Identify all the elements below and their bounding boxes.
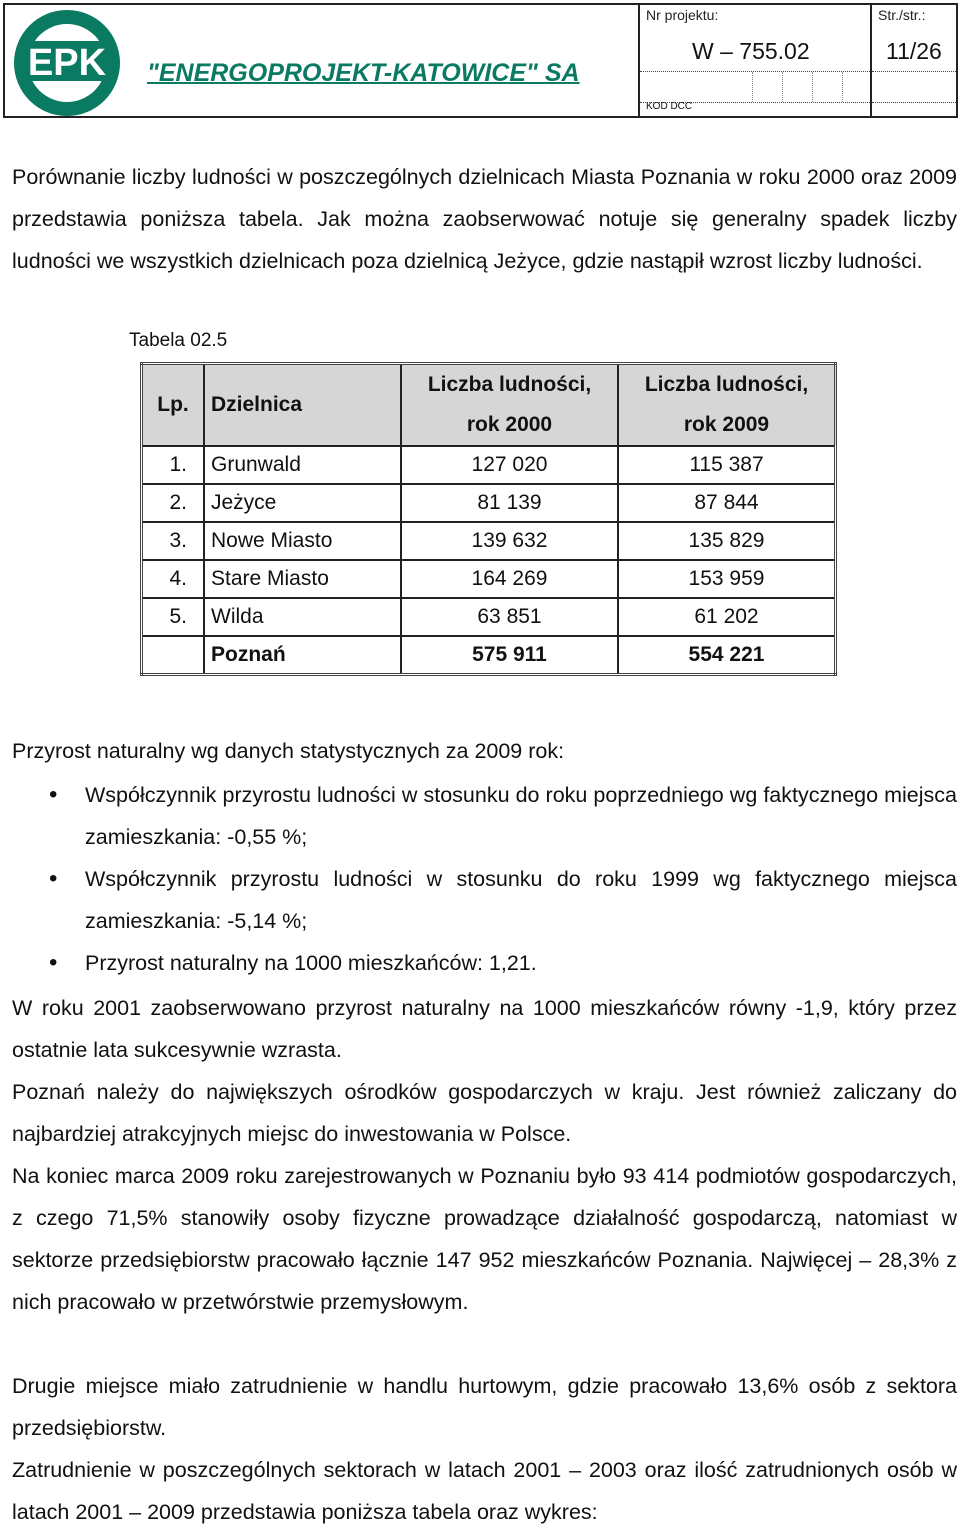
page-code-box [872, 71, 956, 103]
table-caption: Tabela 02.5 [129, 330, 228, 351]
paragraph-employment: Zatrudnienie w poszczególnych sektorach w latach 2001 – 2003 oraz ilość zatrudnionych osób w latach 2001 – 2009 przedstawia poniższa tabela oraz wykres: [12, 1458, 957, 1524]
dcc-box [752, 72, 753, 102]
paragraph-birth-rate: W roku 2001 zaobserwowano przyrost naturalny na 1000 mieszkańców równy -1,9, który przez ostatnie lata sukcesywnie wzrasta. [12, 996, 957, 1062]
list-item: • Współczynnik przyrostu ludności w stosunku do roku 1999 wg faktycznego miejsca zamieszkania: -5,14 %; [12, 858, 957, 942]
growth-heading: Przyrost naturalny wg danych statystycznych za 2009 rok: [12, 739, 565, 763]
cell-lp: 5. [142, 598, 205, 636]
kod-dcc-label: KOD DCC [646, 101, 693, 112]
cell-district: Wilda [204, 598, 401, 636]
header-pop-2000 [401, 364, 618, 447]
project-number: W – 755.02 [692, 38, 810, 64]
list-item: • Współczynnik przyrostu ludności w stosunku do roku poprzedniego wg faktycznego miejsca zamieszkania: -0,55 %; [12, 774, 957, 858]
paragraph-economy: Poznań należy do największych ośrodków gospodarczych w kraju. Jest również zaliczany do najbardziej atrakcyjnych miejsc do inwestowania w Polsce. [12, 1080, 957, 1146]
dcc-box [812, 72, 813, 102]
cell-lp: 1. [142, 446, 205, 484]
dcc-box [782, 72, 783, 102]
cell-pop-2000: 63 851 [401, 598, 618, 636]
cell-total-2009: 554 221 [618, 636, 836, 675]
cell-pop-2000: 139 632 [401, 522, 618, 560]
cell-district: Grunwald [204, 446, 401, 484]
cell-pop-2009: 115 387 [618, 446, 836, 484]
project-number-cell [640, 5, 872, 116]
growth-bullet-list [12, 774, 957, 984]
header-logo-cell [5, 5, 640, 116]
header-district: Dzielnica [204, 364, 401, 447]
company-name: "ENERGOPROJEKT-KATOWICE" SA [147, 59, 580, 87]
table-row [142, 484, 836, 522]
cell-total-district: Poznań [204, 636, 401, 675]
paragraph-businesses: Na koniec marca 2009 roku zarejestrowanych w Poznaniu było 93 414 podmiotów gospodarczych, z czego 71,5% stanowiły osoby fizyczne prowadzące działalność gospodarczą, natomiast w sektorze przedsiębiorstw pracowało łącznie 147 952 mieszkańców Poznania. Najwięcej – 28,3% z nich pracowało w przetwórstwie przemysłowym. [12, 1164, 957, 1314]
cell-lp-empty [142, 636, 205, 675]
table-row [142, 560, 836, 598]
dcc-code-boxes [640, 71, 870, 103]
table-row [142, 522, 836, 560]
cell-pop-2009: 135 829 [618, 522, 836, 560]
paragraph-wholesale: Drugie miejsce miało zatrudnienie w handlu hurtowym, gdzie pracowało 13,6% osób z sektora przedsiębiorstw. [12, 1374, 957, 1440]
cell-pop-2009: 87 844 [618, 484, 836, 522]
epk-logo-icon [11, 7, 123, 119]
header-pop-2009-line1: Liczba ludności, [644, 373, 809, 396]
page-number-cell [872, 5, 956, 116]
population-table [140, 362, 837, 676]
table-row [142, 598, 836, 636]
cell-district: Jeżyce [204, 484, 401, 522]
cell-total-2000: 575 911 [401, 636, 618, 675]
logo-text: EPK [27, 42, 107, 84]
header-pop-2000-line2: rok 2000 [466, 413, 553, 436]
cell-pop-2009: 153 959 [618, 560, 836, 598]
header-lp: Lp. [142, 364, 205, 447]
cell-pop-2000: 81 139 [401, 484, 618, 522]
cell-lp: 2. [142, 484, 205, 522]
page-label: Str./str.: [878, 7, 926, 23]
cell-lp: 3. [142, 522, 205, 560]
list-item: • Przyrost naturalny na 1000 mieszkańców: 1,21. [12, 942, 957, 984]
intro-paragraph: Porównanie liczby ludności w poszczególnych dzielnicach Miasta Poznania w roku 2000 oraz 2009 przedstawia poniższa tabela. Jak można zaobserwować notuje się generalny spadek liczby ludności we wszystkich dzielnicach poza dzielnicą Jeżyce, gdzie nastąpił wzrost liczby ludności. [12, 165, 957, 273]
cell-district: Nowe Miasto [204, 522, 401, 560]
header-pop-2009-line2: rok 2009 [683, 413, 770, 436]
table-row [142, 446, 836, 484]
page-number: 11/26 [886, 38, 942, 64]
dcc-box [842, 72, 843, 102]
cell-pop-2000: 127 020 [401, 446, 618, 484]
document-header [3, 3, 958, 118]
table-header-row [142, 364, 836, 447]
table-total-row [142, 636, 836, 675]
project-label: Nr projektu: [646, 7, 719, 23]
cell-lp: 4. [142, 560, 205, 598]
cell-district: Stare Miasto [204, 560, 401, 598]
cell-pop-2000: 164 269 [401, 560, 618, 598]
header-pop-2009 [618, 364, 836, 447]
cell-pop-2009: 61 202 [618, 598, 836, 636]
header-pop-2000-line1: Liczba ludności, [427, 373, 592, 396]
